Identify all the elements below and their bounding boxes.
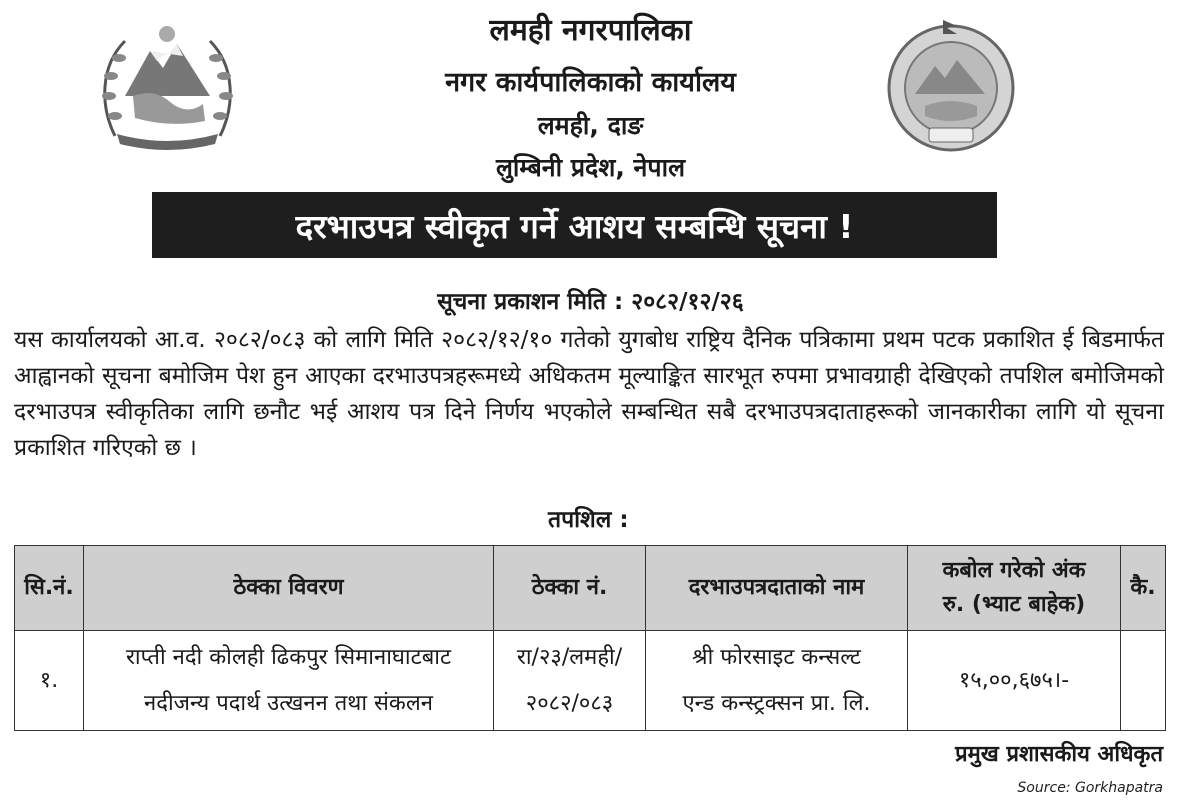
signature: प्रमुख प्रशासकीय अधिकृत (955, 742, 1163, 767)
cell-description-line1: राप्ती नदी कोलही ढिकपुर सिमानाघाटबाट (125, 644, 452, 670)
table-header-row (15, 546, 1166, 631)
cell-contract-no-line1: रा/२३/लमही/ (516, 644, 623, 670)
cell-bidder-line2: एन्ड कन्स्ट्रक्सन प्रा. लि. (682, 690, 871, 716)
cell-remarks (1121, 631, 1166, 731)
cell-sn: १. (15, 631, 84, 731)
header-sn: सि.नं. (15, 546, 84, 631)
location: लमही, दाङ (537, 111, 644, 140)
header-amount-line2: रु. (भ्याट बाहेक) (942, 592, 1086, 617)
cell-contract-no-line2: २०८२/०८३ (525, 690, 614, 716)
source-credit: Source: Gorkhapatra (1017, 780, 1163, 796)
header-description: ठेक्का विवरण (84, 546, 494, 631)
cell-contract-no (494, 631, 646, 731)
cell-amount: १५,००,६७५।- (908, 631, 1121, 731)
notice-title-banner (152, 192, 997, 258)
notice-body-text: यस कार्यालयको आ.व. २०८२/०८३ को लागि मिति २०८२/१२/१० गतेको युगबोध राष्ट्रिय दैनिक पत्रिकामा प्रथम पटक प्रकाशित ई बिडमार्फत आह्वानको सूचना बमोजिम पेश हुन आएका दरभाउपत्रहरूमध्ये अधिकतम मूल्याङ्कित सारभूत रुपमा प्रभावग्राही देखिएको तपशिल बमोजिमको दरभाउपत्र स्वीकृतिका लागि छनौट भई आशय पत्र दिने निर्णय भएकोले सम्बन्धित सबै दरभाउपत्रदाताहरूको जानकारीका लागि यो सूचना प्रकाशित गरिएको छ । (14, 327, 1164, 461)
org-name: लमही नगरपालिका (489, 13, 692, 48)
header-bidder: दरभाउपत्रदाताको नाम (646, 546, 908, 631)
header-amount-line1: कबोल गरेको अंक (942, 558, 1086, 583)
publication-date: सूचना प्रकाशन मिति : २०८२/१२/२६ (437, 289, 744, 315)
cell-bidder-line1: श्री फोरसाइट कन्सल्ट (692, 644, 861, 670)
office-name: नगर कार्यपालिकाको कार्यालय (445, 67, 736, 98)
table-row (15, 631, 1166, 731)
header-amount (908, 546, 1121, 631)
cell-description-line2: नदीजन्य पदार्थ उत्खनन तथा संकलन (144, 690, 433, 716)
header-contract-no: ठेक्का नं. (494, 546, 646, 631)
contract-table (14, 545, 1166, 731)
cell-description (84, 631, 494, 731)
tapasil-label: तपशिल : (548, 507, 629, 533)
cell-bidder (646, 631, 908, 731)
header-remarks: कै. (1121, 546, 1166, 631)
province: लुम्बिनी प्रदेश, नेपाल (495, 153, 686, 182)
notice-title: दरभाउपत्र स्वीकृत गर्ने आशय सम्बन्धि सूचना ! (295, 206, 854, 246)
